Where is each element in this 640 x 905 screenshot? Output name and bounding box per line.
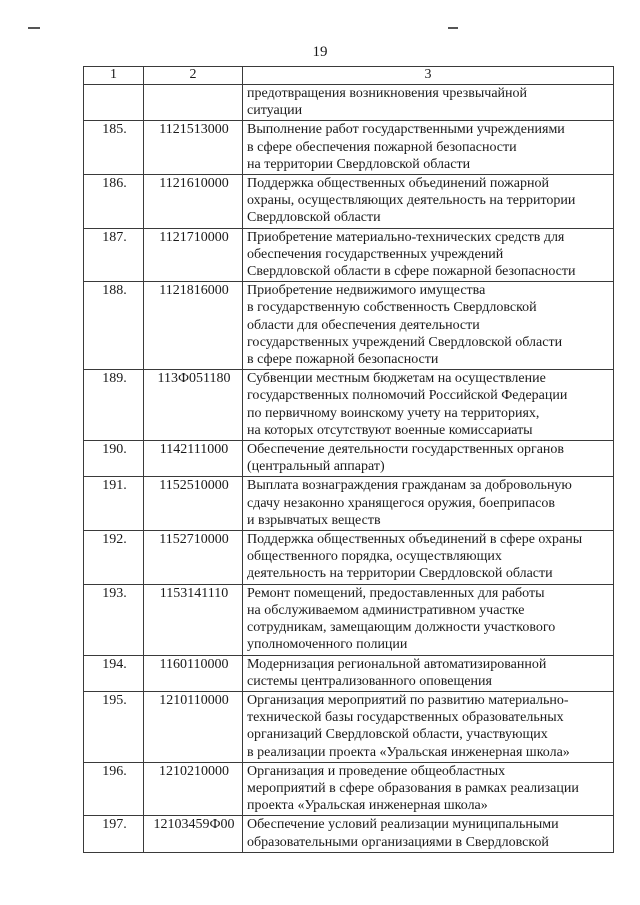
row-description-cell: [243, 816, 614, 852]
description-line: (центральный аппарат): [247, 459, 385, 475]
description-line: ситуации: [247, 103, 303, 119]
description-line: в сфере обеспечения пожарной безопасности: [247, 139, 517, 155]
row-number-cell: 193.: [84, 584, 144, 655]
row-description-cell: [243, 370, 614, 441]
description-line: системы централизованного оповещения: [247, 673, 492, 689]
scan-mark-right: [448, 27, 458, 29]
row-code-cell: 1121513000: [144, 121, 243, 175]
table-row: [84, 175, 614, 229]
row-number-cell: 197.: [84, 816, 144, 852]
row-description-cell: [243, 584, 614, 655]
row-code-cell: 1152510000: [144, 477, 243, 531]
description-line: уполномоченного полиции: [247, 637, 408, 653]
document-table: [83, 66, 614, 853]
description-line: Свердловской области в сфере пожарной безопасности: [247, 264, 576, 280]
description-line: организаций Свердловской области, участвующих: [247, 727, 548, 743]
row-code-cell: 113Ф051180: [144, 370, 243, 441]
description-line: Поддержка общественных объединений пожарной: [247, 176, 549, 192]
row-code-cell: [144, 85, 243, 121]
table-row: [84, 370, 614, 441]
row-description-cell: [243, 477, 614, 531]
table-body: [84, 85, 614, 853]
row-number-cell: 189.: [84, 370, 144, 441]
description-line: Организация и проведение общеобластных: [247, 763, 506, 779]
description-line: на которых отсутствуют военные комиссариаты: [247, 422, 533, 438]
row-description-cell: [243, 85, 614, 121]
description-line: в реализации проекта «Уральская инженерная школа»: [247, 744, 570, 760]
description-line: государственных полномочий Российской Федерации: [247, 388, 568, 404]
table-row: [84, 121, 614, 175]
description-line: области для обеспечения деятельности: [247, 317, 480, 333]
description-line: проекта «Уральская инженерная школа»: [247, 798, 488, 814]
description-line: Обеспечение условий реализации муниципальными: [247, 817, 559, 833]
description-line: на территории Свердловской области: [247, 156, 471, 172]
description-line: Приобретение материально-технических средств для: [247, 229, 565, 245]
description-line: на обслуживаемом административном участке: [247, 602, 525, 618]
row-number-cell: 191.: [84, 477, 144, 531]
row-description-cell: [243, 531, 614, 585]
description-line: Поддержка общественных объединений в сфере охраны: [247, 532, 583, 548]
row-number-cell: 192.: [84, 531, 144, 585]
row-number-cell: 196.: [84, 762, 144, 816]
table-row: [84, 477, 614, 531]
description-line: предотвращения возникновения чрезвычайной: [247, 86, 528, 101]
table-row: [84, 531, 614, 585]
row-code-cell: 1210110000: [144, 691, 243, 762]
table-row: [84, 228, 614, 282]
row-description-cell: [243, 691, 614, 762]
description-line: технической базы государственных образовательных: [247, 710, 564, 726]
row-code-cell: 12103459Ф00: [144, 816, 243, 852]
row-code-cell: 1142111000: [144, 441, 243, 477]
table-row: [84, 584, 614, 655]
row-code-cell: 1121610000: [144, 175, 243, 229]
table-header: [84, 67, 614, 85]
scan-mark-left: [28, 27, 40, 29]
table-row: [84, 762, 614, 816]
description-line: Модернизация региональной автоматизированной: [247, 656, 547, 672]
table-row: [84, 816, 614, 852]
row-number-cell: [84, 85, 144, 121]
description-line: деятельность на территории Свердловской области: [247, 566, 553, 582]
row-code-cell: 1121816000: [144, 282, 243, 370]
table-row: [84, 655, 614, 691]
description-line: Выполнение работ государственными учреждениями: [247, 122, 565, 138]
description-line: Свердловской области: [247, 210, 381, 226]
table-row: [84, 282, 614, 370]
row-description-cell: [243, 441, 614, 477]
description-line: Ремонт помещений, предоставленных для работы: [247, 585, 545, 601]
description-line: в государственную собственность Свердловской: [247, 300, 537, 316]
row-code-cell: 1160110000: [144, 655, 243, 691]
description-line: Выплата вознаграждения гражданам за добровольную: [247, 478, 572, 494]
description-line: общественного порядка, осуществляющих: [247, 549, 502, 565]
description-line: обеспечения государственных учреждений: [247, 246, 504, 262]
table-row: [84, 441, 614, 477]
description-line: по первичному воинскому учету на территориях,: [247, 405, 540, 421]
row-description-cell: [243, 175, 614, 229]
row-description-cell: [243, 282, 614, 370]
description-line: сдачу незаконно хранящегося оружия, боеприпасов: [247, 495, 556, 511]
row-code-cell: 1210210000: [144, 762, 243, 816]
description-line: Организация мероприятий по развитию материально-: [247, 692, 569, 708]
row-description-cell: [243, 762, 614, 816]
header-col-2: 2: [144, 67, 243, 85]
row-code-cell: 1152710000: [144, 531, 243, 585]
row-description-cell: [243, 228, 614, 282]
description-line: сотрудникам, замещающим должности участкового: [247, 620, 556, 636]
description-line: Обеспечение деятельности государственных органов: [247, 442, 565, 458]
table-row: [84, 691, 614, 762]
row-number-cell: 187.: [84, 228, 144, 282]
description-line: охраны, осуществляющих деятельность на территории: [247, 193, 576, 209]
row-number-cell: 194.: [84, 655, 144, 691]
header-col-1: 1: [84, 67, 144, 85]
row-code-cell: 1121710000: [144, 228, 243, 282]
description-line: Приобретение недвижимого имущества: [247, 283, 486, 299]
description-line: в сфере пожарной безопасности: [247, 352, 439, 368]
description-line: мероприятий в сфере образования в рамках реализации: [247, 780, 579, 796]
description-line: и взрывчатых веществ: [247, 512, 381, 528]
row-number-cell: 186.: [84, 175, 144, 229]
row-description-cell: [243, 121, 614, 175]
description-line: образовательными организациями в Свердловской: [247, 834, 549, 850]
row-number-cell: 195.: [84, 691, 144, 762]
row-number-cell: 185.: [84, 121, 144, 175]
table-header-row: [84, 67, 614, 85]
row-number-cell: 188.: [84, 282, 144, 370]
table-row: [84, 85, 614, 121]
description-line: государственных учреждений Свердловской области: [247, 334, 563, 350]
row-description-cell: [243, 655, 614, 691]
description-line: Субвенции местным бюджетам на осуществление: [247, 371, 546, 387]
page-number: 19: [312, 44, 328, 60]
header-col-3: 3: [243, 67, 614, 85]
row-code-cell: 1153141110: [144, 584, 243, 655]
row-number-cell: 190.: [84, 441, 144, 477]
